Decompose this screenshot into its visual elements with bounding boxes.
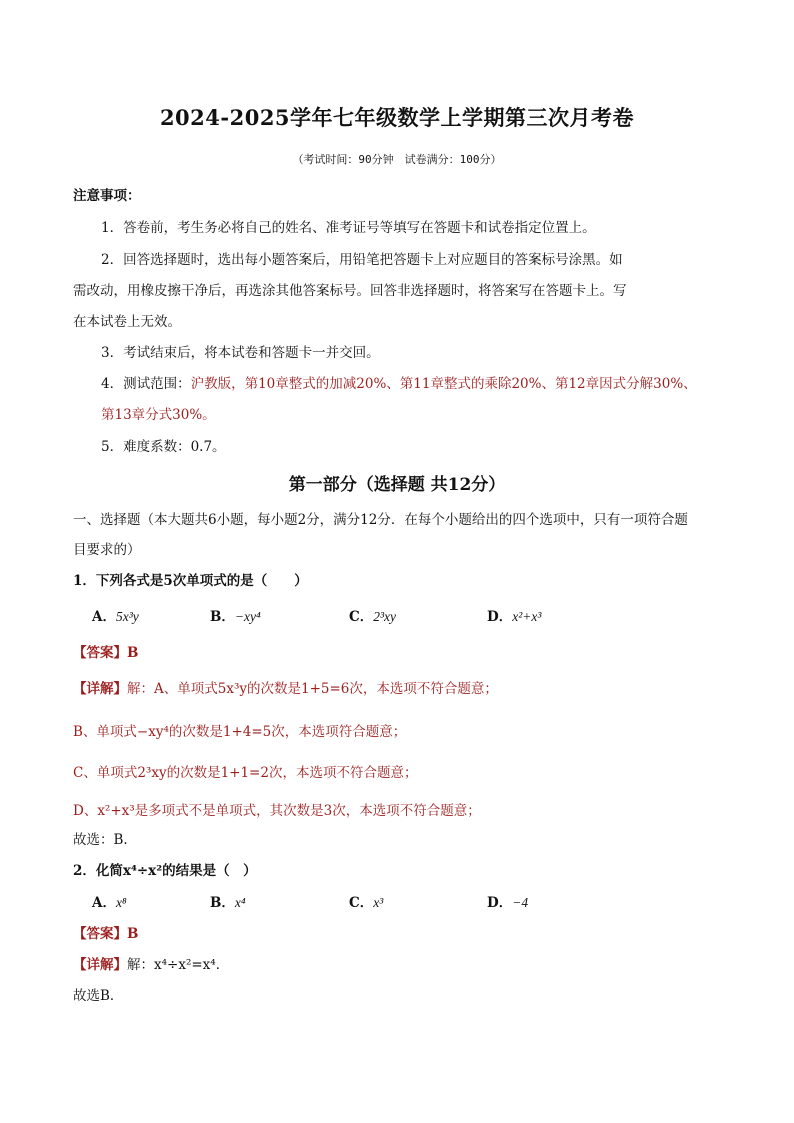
notice-item-1: 1．答卷前，考生务必将自己的姓名、准考证号等填写在答题卡和试卷指定位置上。 [101,220,596,236]
notice-item-4 [101,374,697,394]
notice-item-4-line-2: 第13章分式30%。 [101,407,216,423]
question-2-answer: 【答案】B [73,926,139,942]
detail-tag: 【详解】 [73,957,127,973]
option-d-expression: −4 [512,895,529,910]
option-d-expression: x²+x³ [512,609,542,624]
option-c-label: C． [349,895,374,911]
option-a-label: A． [92,895,116,911]
question-1-stem: 1．下列各式是5次单项式的是（ ） [73,573,308,589]
question-2-option-a [92,893,127,913]
option-c-expression: 2³xy [373,609,397,624]
option-a-expression: 5x³y [115,609,139,624]
section-intro-line-2: 目要求的） [73,542,141,558]
question-1-option-d [487,607,541,627]
notice-item-2: 2．回答选择题时，选出每小题答案后，用铅笔把答题卡上对应题目的答案标号涂黑。如 [101,252,623,268]
notice-item-5: 5．难度系数：0.7。 [101,439,226,455]
option-c-label: C． [349,609,374,625]
option-b-expression: −xy⁴ [234,609,261,624]
question-1-answer: 【答案】B [73,645,139,661]
page-title: 2024-2025学年七年级数学上学期第三次月考卷 [159,105,635,130]
detail-text: 解：x⁴÷x²=x⁴． [127,957,230,973]
option-b-label: B． [210,609,235,625]
notice-item-2-line-2: 需改动，用橡皮擦干净后，再选涂其他答案标号。回答非选择题时，将答案写在答题卡上。写 [73,283,627,299]
section-title: 第一部分（选择题 共12分） [288,475,506,495]
question-1-option-b [210,607,261,627]
notice-item-4-scope: 沪教版，第10章整式的加减20%、第11章整式的乘除20%、第12章因式分解30%、 [190,376,697,392]
question-1-detail-d: D、x²+x³是多项式不是单项式，其次数是3次，本选项不符合题意； [73,803,481,819]
section-intro: 一、选择题（本大题共6小题，每小题2分，满分12分．在每个小题给出的四个选项中，只有一项符合题 [73,512,688,528]
question-1-option-a [92,607,139,627]
option-a-label: A． [92,609,116,625]
option-b-label: B． [210,895,235,911]
question-1-detail-c: C、单项式2³xy的次数是1+1=2次，本选项不符合题意； [73,765,418,781]
question-2-option-b [210,893,246,913]
detail-tag: 【详解】 [73,681,127,697]
question-1-conclusion: 故选：B. [73,832,128,848]
question-2-option-c [349,893,383,913]
notice-item-2-line-3: 在本试卷上无效。 [73,314,181,330]
option-a-expression: x⁸ [115,895,127,910]
exam-meta: （考试时间：90分钟 试卷满分：100分） [292,153,502,166]
option-d-label: D． [487,895,513,911]
question-1-option-c [349,607,396,627]
notice-heading: 注意事项： [73,188,141,204]
notice-item-3: 3．考试结束后，将本试卷和答题卡一并交回。 [101,345,380,361]
option-b-expression: x⁴ [234,895,246,910]
notice-item-4-prefix: 4．测试范围： [101,376,191,392]
detail-a-text: 解：A、单项式5x³y的次数是1+5=6次，本选项不符合题意； [127,681,498,697]
question-1-detail-a [73,679,498,699]
question-2-option-d [487,893,528,913]
question-2-stem: 2．化简x⁴÷x²的结果是（ ） [73,863,257,879]
question-2-conclusion: 故选B． [73,988,124,1004]
question-1-detail-b: B、单项式−xy⁴的次数是1+4=5次，本选项符合题意； [73,724,407,740]
question-2-detail [73,955,229,975]
option-d-label: D． [487,609,513,625]
option-c-expression: x³ [373,895,384,910]
